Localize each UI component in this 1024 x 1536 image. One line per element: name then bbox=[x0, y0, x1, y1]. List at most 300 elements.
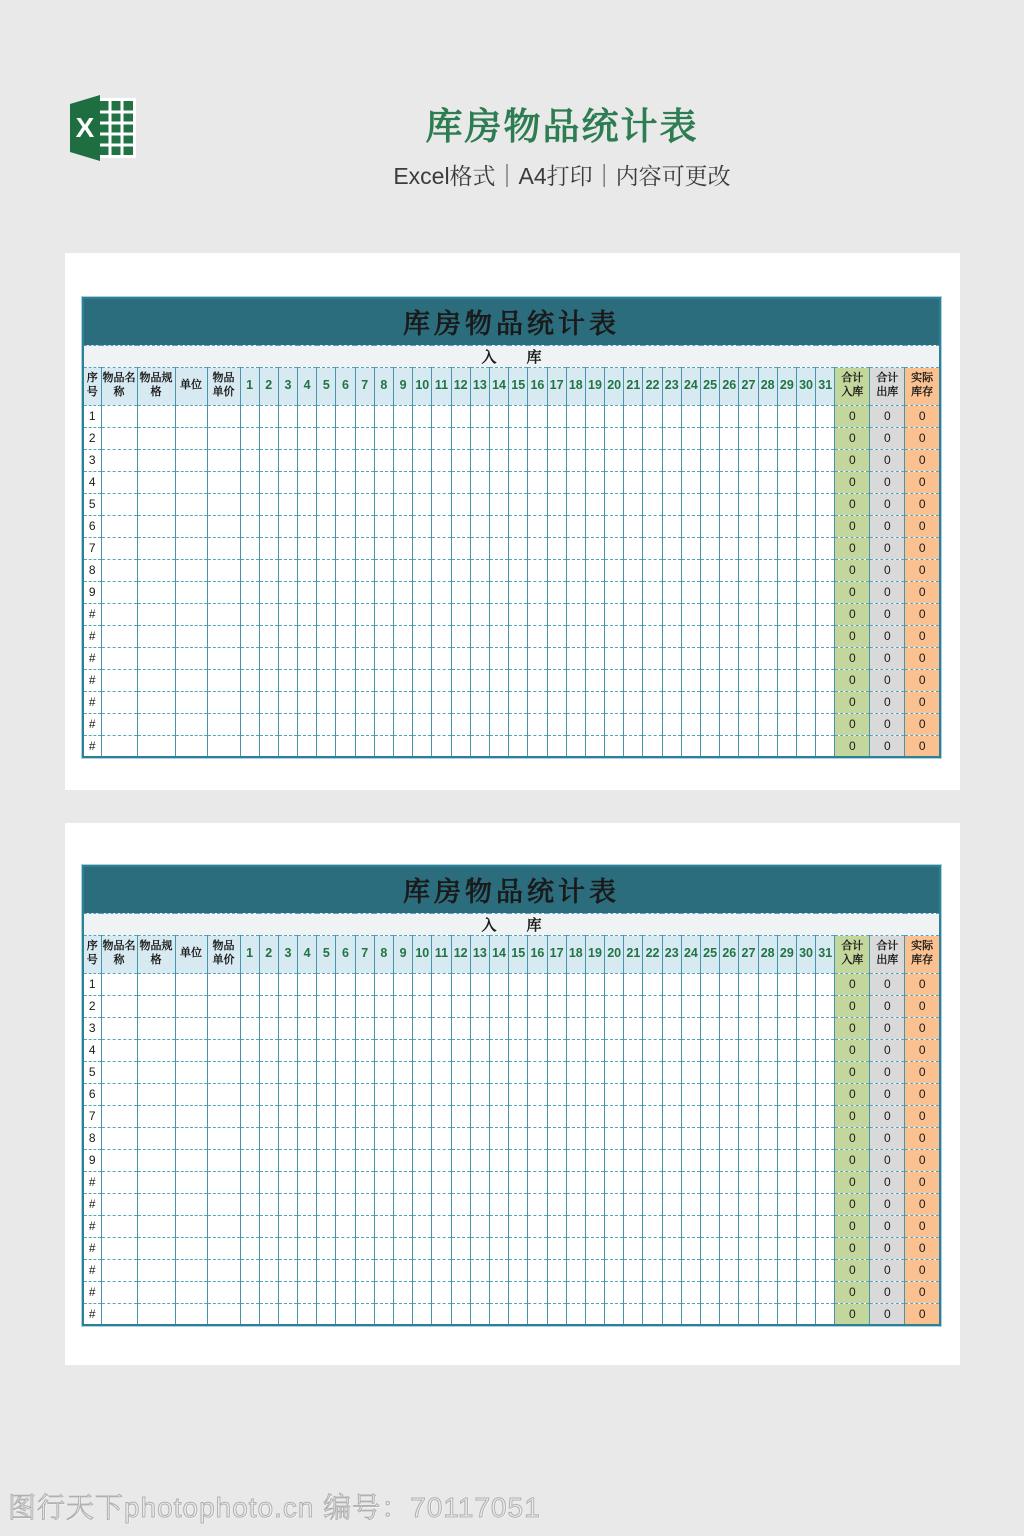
empty-cell bbox=[298, 973, 317, 995]
empty-cell bbox=[509, 559, 528, 581]
empty-cell bbox=[137, 515, 175, 537]
empty-cell bbox=[528, 1281, 547, 1303]
empty-cell bbox=[451, 581, 470, 603]
empty-cell bbox=[739, 647, 758, 669]
empty-cell bbox=[816, 1061, 835, 1083]
empty-cell bbox=[796, 537, 815, 559]
empty-cell bbox=[758, 1259, 777, 1281]
summary-value-cell: 0 bbox=[870, 995, 905, 1017]
empty-cell bbox=[777, 1193, 796, 1215]
empty-cell bbox=[739, 1303, 758, 1325]
summary-value-cell: 0 bbox=[835, 1039, 870, 1061]
empty-cell bbox=[413, 973, 432, 995]
empty-cell bbox=[528, 1061, 547, 1083]
empty-cell bbox=[137, 449, 175, 471]
empty-cell bbox=[207, 1281, 240, 1303]
empty-cell bbox=[413, 1215, 432, 1237]
empty-cell bbox=[470, 1303, 489, 1325]
empty-cell bbox=[624, 1105, 643, 1127]
empty-cell bbox=[701, 1017, 720, 1039]
empty-cell bbox=[259, 973, 278, 995]
empty-cell bbox=[374, 995, 393, 1017]
empty-cell bbox=[240, 603, 259, 625]
summary-value-cell: 0 bbox=[870, 1303, 905, 1325]
empty-cell bbox=[240, 625, 259, 647]
empty-cell bbox=[451, 1259, 470, 1281]
empty-cell bbox=[720, 1259, 739, 1281]
empty-cell bbox=[432, 1303, 451, 1325]
empty-cell bbox=[317, 1127, 336, 1149]
empty-cell bbox=[137, 405, 175, 427]
empty-cell bbox=[643, 1237, 662, 1259]
empty-cell bbox=[643, 537, 662, 559]
empty-cell bbox=[720, 581, 739, 603]
empty-cell bbox=[374, 735, 393, 757]
empty-cell bbox=[662, 1281, 681, 1303]
empty-cell bbox=[777, 603, 796, 625]
empty-cell bbox=[175, 625, 207, 647]
table-row bbox=[83, 1127, 940, 1149]
summary-value-cell: 0 bbox=[870, 1061, 905, 1083]
empty-cell bbox=[816, 1281, 835, 1303]
empty-cell bbox=[432, 1083, 451, 1105]
empty-cell bbox=[585, 1127, 604, 1149]
empty-cell bbox=[777, 1171, 796, 1193]
empty-cell bbox=[605, 713, 624, 735]
empty-cell bbox=[739, 603, 758, 625]
empty-cell bbox=[605, 1083, 624, 1105]
empty-cell bbox=[701, 471, 720, 493]
col-header-info-4: 物品单价 bbox=[207, 367, 240, 405]
empty-cell bbox=[643, 559, 662, 581]
empty-cell bbox=[720, 1193, 739, 1215]
empty-cell bbox=[566, 559, 585, 581]
empty-cell bbox=[758, 1061, 777, 1083]
empty-cell bbox=[336, 973, 355, 995]
empty-cell bbox=[816, 1039, 835, 1061]
empty-cell bbox=[240, 559, 259, 581]
empty-cell bbox=[605, 1017, 624, 1039]
empty-cell bbox=[547, 1193, 566, 1215]
empty-cell bbox=[470, 713, 489, 735]
empty-cell bbox=[796, 581, 815, 603]
empty-cell bbox=[720, 713, 739, 735]
empty-cell bbox=[643, 669, 662, 691]
empty-cell bbox=[509, 995, 528, 1017]
col-header-day-10: 10 bbox=[413, 935, 432, 973]
empty-cell bbox=[175, 515, 207, 537]
table-row bbox=[83, 1083, 940, 1105]
empty-cell bbox=[298, 427, 317, 449]
empty-cell bbox=[259, 449, 278, 471]
empty-cell bbox=[432, 1171, 451, 1193]
empty-cell bbox=[336, 735, 355, 757]
empty-cell bbox=[355, 1127, 374, 1149]
empty-cell bbox=[240, 1017, 259, 1039]
empty-cell bbox=[432, 537, 451, 559]
empty-cell bbox=[777, 471, 796, 493]
empty-cell bbox=[547, 537, 566, 559]
summary-value-cell: 0 bbox=[870, 427, 905, 449]
empty-cell bbox=[643, 405, 662, 427]
empty-cell bbox=[739, 405, 758, 427]
row-number: 1 bbox=[83, 405, 101, 427]
empty-cell bbox=[259, 559, 278, 581]
empty-cell bbox=[566, 449, 585, 471]
empty-cell bbox=[605, 973, 624, 995]
empty-cell bbox=[528, 1149, 547, 1171]
empty-cell bbox=[624, 735, 643, 757]
summary-value-cell: 0 bbox=[870, 1193, 905, 1215]
empty-cell bbox=[317, 669, 336, 691]
col-header-day-24: 24 bbox=[681, 935, 700, 973]
empty-cell bbox=[681, 603, 700, 625]
table-row bbox=[83, 537, 940, 559]
empty-cell bbox=[816, 559, 835, 581]
empty-cell bbox=[259, 581, 278, 603]
empty-cell bbox=[413, 1149, 432, 1171]
empty-cell bbox=[240, 515, 259, 537]
empty-cell bbox=[643, 1215, 662, 1237]
empty-cell bbox=[317, 1193, 336, 1215]
empty-cell bbox=[566, 669, 585, 691]
empty-cell bbox=[451, 1039, 470, 1061]
empty-cell bbox=[816, 1105, 835, 1127]
empty-cell bbox=[374, 1171, 393, 1193]
empty-cell bbox=[207, 559, 240, 581]
empty-cell bbox=[355, 537, 374, 559]
empty-cell bbox=[701, 669, 720, 691]
empty-cell bbox=[413, 559, 432, 581]
empty-cell bbox=[662, 1237, 681, 1259]
row-number: # bbox=[83, 1259, 101, 1281]
empty-cell bbox=[643, 973, 662, 995]
empty-cell bbox=[101, 603, 137, 625]
empty-cell bbox=[394, 1017, 413, 1039]
empty-cell bbox=[259, 1017, 278, 1039]
empty-cell bbox=[777, 493, 796, 515]
empty-cell bbox=[816, 1259, 835, 1281]
row-number: 7 bbox=[83, 537, 101, 559]
empty-cell bbox=[374, 1061, 393, 1083]
empty-cell bbox=[101, 405, 137, 427]
empty-cell bbox=[489, 1171, 508, 1193]
empty-cell bbox=[509, 1149, 528, 1171]
empty-cell bbox=[470, 1039, 489, 1061]
summary-value-cell: 0 bbox=[835, 1017, 870, 1039]
table-row bbox=[83, 603, 940, 625]
empty-cell bbox=[662, 1061, 681, 1083]
empty-cell bbox=[720, 537, 739, 559]
empty-cell bbox=[720, 1083, 739, 1105]
table-row bbox=[83, 669, 940, 691]
empty-cell bbox=[101, 669, 137, 691]
empty-cell bbox=[643, 647, 662, 669]
empty-cell bbox=[298, 537, 317, 559]
empty-cell bbox=[509, 405, 528, 427]
empty-cell bbox=[278, 1061, 297, 1083]
empty-cell bbox=[394, 1171, 413, 1193]
empty-cell bbox=[624, 1017, 643, 1039]
empty-cell bbox=[317, 1259, 336, 1281]
empty-cell bbox=[207, 1149, 240, 1171]
empty-cell bbox=[739, 581, 758, 603]
col-header-day-2: 2 bbox=[259, 935, 278, 973]
empty-cell bbox=[240, 995, 259, 1017]
empty-cell bbox=[720, 515, 739, 537]
col-header-day-4: 4 bbox=[298, 367, 317, 405]
empty-cell bbox=[585, 405, 604, 427]
empty-cell bbox=[470, 537, 489, 559]
empty-cell bbox=[470, 973, 489, 995]
empty-cell bbox=[207, 1061, 240, 1083]
sheet-title: 库房物品统计表 bbox=[83, 298, 940, 345]
empty-cell bbox=[624, 449, 643, 471]
empty-cell bbox=[547, 647, 566, 669]
col-header-day-14: 14 bbox=[489, 367, 508, 405]
empty-cell bbox=[207, 515, 240, 537]
empty-cell bbox=[566, 1171, 585, 1193]
empty-cell bbox=[432, 449, 451, 471]
empty-cell bbox=[317, 1039, 336, 1061]
row-number: 8 bbox=[83, 1127, 101, 1149]
empty-cell bbox=[585, 1061, 604, 1083]
empty-cell bbox=[101, 493, 137, 515]
empty-cell bbox=[758, 1149, 777, 1171]
empty-cell bbox=[489, 647, 508, 669]
empty-cell bbox=[374, 691, 393, 713]
empty-cell bbox=[566, 1237, 585, 1259]
empty-cell bbox=[605, 1303, 624, 1325]
empty-cell bbox=[509, 537, 528, 559]
empty-cell bbox=[413, 1237, 432, 1259]
empty-cell bbox=[662, 559, 681, 581]
empty-cell bbox=[278, 1105, 297, 1127]
row-number: # bbox=[83, 603, 101, 625]
empty-cell bbox=[413, 427, 432, 449]
col-header-summary-2: 实际库存 bbox=[905, 935, 940, 973]
empty-cell bbox=[739, 1171, 758, 1193]
empty-cell bbox=[240, 1083, 259, 1105]
empty-cell bbox=[816, 995, 835, 1017]
empty-cell bbox=[720, 691, 739, 713]
col-header-day-20: 20 bbox=[605, 935, 624, 973]
empty-cell bbox=[336, 669, 355, 691]
empty-cell bbox=[585, 1083, 604, 1105]
empty-cell bbox=[451, 1171, 470, 1193]
empty-cell bbox=[394, 427, 413, 449]
empty-cell bbox=[585, 537, 604, 559]
empty-cell bbox=[137, 1017, 175, 1039]
empty-cell bbox=[451, 537, 470, 559]
empty-cell bbox=[451, 669, 470, 691]
empty-cell bbox=[101, 581, 137, 603]
empty-cell bbox=[451, 493, 470, 515]
empty-cell bbox=[259, 1237, 278, 1259]
empty-cell bbox=[137, 735, 175, 757]
empty-cell bbox=[317, 1237, 336, 1259]
empty-cell bbox=[137, 1193, 175, 1215]
summary-value-cell: 0 bbox=[905, 515, 940, 537]
empty-cell bbox=[432, 995, 451, 1017]
empty-cell bbox=[336, 1237, 355, 1259]
col-header-day-6: 6 bbox=[336, 367, 355, 405]
empty-cell bbox=[566, 647, 585, 669]
col-header-day-12: 12 bbox=[451, 935, 470, 973]
empty-cell bbox=[374, 559, 393, 581]
empty-cell bbox=[758, 537, 777, 559]
empty-cell bbox=[624, 1171, 643, 1193]
row-number: # bbox=[83, 669, 101, 691]
empty-cell bbox=[470, 647, 489, 669]
page-title: 库房物品统计表 bbox=[425, 106, 699, 147]
empty-cell bbox=[451, 625, 470, 647]
row-number: 6 bbox=[83, 1083, 101, 1105]
empty-cell bbox=[739, 669, 758, 691]
empty-cell bbox=[585, 1171, 604, 1193]
empty-cell bbox=[720, 973, 739, 995]
empty-cell bbox=[662, 625, 681, 647]
empty-cell bbox=[701, 713, 720, 735]
empty-cell bbox=[298, 493, 317, 515]
empty-cell bbox=[240, 493, 259, 515]
empty-cell bbox=[777, 1237, 796, 1259]
empty-cell bbox=[739, 625, 758, 647]
empty-cell bbox=[413, 581, 432, 603]
empty-cell bbox=[585, 493, 604, 515]
empty-cell bbox=[317, 713, 336, 735]
empty-cell bbox=[432, 559, 451, 581]
empty-cell bbox=[175, 405, 207, 427]
empty-cell bbox=[739, 691, 758, 713]
empty-cell bbox=[240, 713, 259, 735]
col-header-day-11: 11 bbox=[432, 935, 451, 973]
empty-cell bbox=[175, 1281, 207, 1303]
empty-cell bbox=[624, 537, 643, 559]
empty-cell bbox=[605, 1149, 624, 1171]
empty-cell bbox=[489, 973, 508, 995]
empty-cell bbox=[624, 713, 643, 735]
empty-cell bbox=[720, 449, 739, 471]
empty-cell bbox=[566, 581, 585, 603]
empty-cell bbox=[796, 1105, 815, 1127]
empty-cell bbox=[317, 691, 336, 713]
col-header-day-26: 26 bbox=[720, 367, 739, 405]
empty-cell bbox=[278, 995, 297, 1017]
empty-cell bbox=[681, 1017, 700, 1039]
empty-cell bbox=[432, 1215, 451, 1237]
empty-cell bbox=[394, 713, 413, 735]
warehouse-sheet-table-2 bbox=[82, 865, 941, 1326]
empty-cell bbox=[547, 603, 566, 625]
empty-cell bbox=[355, 1281, 374, 1303]
summary-value-cell: 0 bbox=[835, 515, 870, 537]
empty-cell bbox=[624, 1193, 643, 1215]
empty-cell bbox=[451, 405, 470, 427]
empty-cell bbox=[605, 1259, 624, 1281]
empty-cell bbox=[605, 603, 624, 625]
empty-cell bbox=[739, 1215, 758, 1237]
empty-cell bbox=[624, 1259, 643, 1281]
empty-cell bbox=[777, 1039, 796, 1061]
table-row bbox=[83, 735, 940, 757]
empty-cell bbox=[739, 1281, 758, 1303]
empty-cell bbox=[816, 427, 835, 449]
empty-cell bbox=[662, 973, 681, 995]
empty-cell bbox=[777, 405, 796, 427]
empty-cell bbox=[681, 559, 700, 581]
row-number: 6 bbox=[83, 515, 101, 537]
empty-cell bbox=[528, 1215, 547, 1237]
summary-value-cell: 0 bbox=[905, 1039, 940, 1061]
empty-cell bbox=[816, 515, 835, 537]
empty-cell bbox=[432, 603, 451, 625]
empty-cell bbox=[643, 1303, 662, 1325]
table-row bbox=[83, 713, 940, 735]
empty-cell bbox=[547, 581, 566, 603]
empty-cell bbox=[662, 1017, 681, 1039]
preview-panel-2 bbox=[65, 823, 960, 1365]
empty-cell bbox=[662, 669, 681, 691]
empty-cell bbox=[701, 973, 720, 995]
empty-cell bbox=[175, 537, 207, 559]
empty-cell bbox=[175, 1083, 207, 1105]
empty-cell bbox=[662, 537, 681, 559]
empty-cell bbox=[336, 625, 355, 647]
empty-cell bbox=[259, 647, 278, 669]
empty-cell bbox=[101, 1061, 137, 1083]
empty-cell bbox=[207, 1193, 240, 1215]
empty-cell bbox=[777, 1281, 796, 1303]
empty-cell bbox=[278, 603, 297, 625]
empty-cell bbox=[432, 1017, 451, 1039]
empty-cell bbox=[259, 1083, 278, 1105]
summary-value-cell: 0 bbox=[870, 1171, 905, 1193]
col-header-day-1: 1 bbox=[240, 935, 259, 973]
empty-cell bbox=[278, 1171, 297, 1193]
empty-cell bbox=[566, 471, 585, 493]
empty-cell bbox=[175, 669, 207, 691]
empty-cell bbox=[566, 625, 585, 647]
empty-cell bbox=[796, 1039, 815, 1061]
empty-cell bbox=[585, 515, 604, 537]
table-row bbox=[83, 1303, 940, 1325]
empty-cell bbox=[681, 973, 700, 995]
row-number: # bbox=[83, 625, 101, 647]
empty-cell bbox=[207, 669, 240, 691]
empty-cell bbox=[509, 1303, 528, 1325]
empty-cell bbox=[758, 603, 777, 625]
empty-cell bbox=[566, 1281, 585, 1303]
empty-cell bbox=[796, 669, 815, 691]
empty-cell bbox=[566, 1303, 585, 1325]
empty-cell bbox=[207, 1237, 240, 1259]
empty-cell bbox=[681, 1061, 700, 1083]
empty-cell bbox=[317, 995, 336, 1017]
empty-cell bbox=[317, 1303, 336, 1325]
col-header-info-2: 物品规格 bbox=[137, 367, 175, 405]
empty-cell bbox=[101, 973, 137, 995]
summary-value-cell: 0 bbox=[835, 537, 870, 559]
empty-cell bbox=[240, 1281, 259, 1303]
empty-cell bbox=[451, 1127, 470, 1149]
empty-cell bbox=[470, 471, 489, 493]
summary-value-cell: 0 bbox=[905, 1281, 940, 1303]
empty-cell bbox=[643, 1017, 662, 1039]
empty-cell bbox=[720, 1127, 739, 1149]
empty-cell bbox=[394, 669, 413, 691]
empty-cell bbox=[137, 581, 175, 603]
